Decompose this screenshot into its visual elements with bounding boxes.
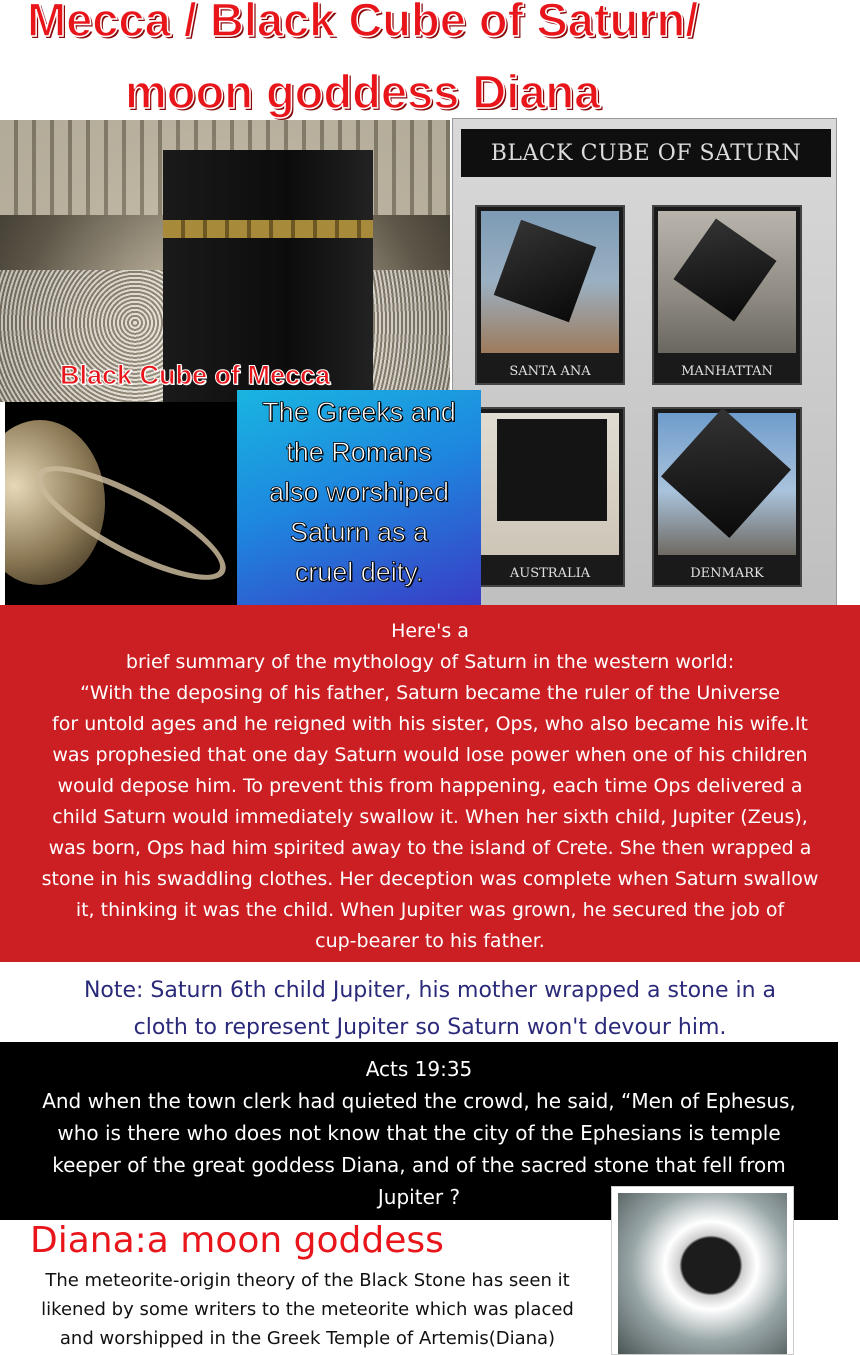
callout-line: cruel deity. <box>294 557 424 587</box>
black-cube-panel-heading: BLACK CUBE OF SATURN <box>461 129 831 177</box>
note-line: cloth to represent Jupiter so Saturn won't devour him. <box>133 1015 727 1040</box>
cube-shape <box>661 408 791 538</box>
diana-line: The meteorite-origin theory of the Black Stone has seen it <box>45 1270 570 1291</box>
saturn-mythology-summary <box>0 605 860 962</box>
cube-tile-manhattan <box>652 205 802 385</box>
callout-line: also worshiped <box>268 477 450 507</box>
kaaba-gold-band <box>163 220 373 238</box>
cube-shape <box>673 218 776 321</box>
cube-photo <box>658 211 796 353</box>
cube-tile-label: SANTA ANA <box>509 364 591 379</box>
summary-line: would depose him. To prevent this from happening, each time Ops delivered a <box>57 775 803 797</box>
summary-line: Here's a <box>391 620 469 642</box>
cube-shape <box>494 220 597 323</box>
acts-line: who is there who does not know that the city of the Ephesians is temple <box>57 1121 781 1145</box>
summary-line: was born, Ops had him spirited away to the island of Crete. She then wrapped a <box>48 837 812 859</box>
callout-line: The Greeks and <box>262 397 456 427</box>
summary-line: was prophesied that one day Saturn would lose power when one of his children <box>52 744 808 766</box>
cube-photo <box>658 413 796 555</box>
summary-line: child Saturn would immediately swallow it. When her sixth child, Jupiter (Zeus), <box>52 806 808 828</box>
black-cube-panel <box>452 118 837 610</box>
diana-line: and worshipped in the Greek Temple of Artemis(Diana) <box>59 1328 556 1349</box>
cube-tile-label: AUSTRALIA <box>509 566 591 581</box>
summary-line: it, thinking it was the child. When Jupiter was grown, he secured the job of <box>75 899 785 921</box>
greeks-romans-callout <box>237 390 481 610</box>
page-title-line-1: Mecca / Black Cube of Saturn/ <box>27 0 699 46</box>
note-line: Note: Saturn 6th child Jupiter, his mother wrapped a stone in a <box>83 978 777 1003</box>
page-title-line-2: moon goddess Diana <box>125 65 601 118</box>
jupiter-note <box>0 972 860 1046</box>
acts-line: keeper of the great goddess Diana, and of the sacred stone that fell from <box>52 1153 786 1177</box>
mecca-caption: Black Cube of Mecca <box>60 360 331 390</box>
saturn-planet-image <box>5 402 237 605</box>
acts-reference: Acts 19:35 <box>365 1057 473 1081</box>
acts-line: And when the town clerk had quieted the crowd, he said, “Men of Ephesus, <box>42 1089 796 1113</box>
black-stone-photo <box>611 1186 794 1355</box>
callout-line: the Romans <box>286 437 432 467</box>
cube-photo <box>481 211 619 353</box>
callout-line: Saturn as a <box>289 517 429 547</box>
summary-line: stone in his swaddling clothes. Her deception was complete when Saturn swallow <box>41 868 819 890</box>
cube-tile-label: DENMARK <box>690 566 764 581</box>
summary-line: cup-bearer to his father. <box>315 930 545 952</box>
cube-tile-denmark <box>652 407 802 587</box>
summary-line: “With the deposing of his father, Saturn became the ruler of the Universe <box>80 682 780 704</box>
cube-shape <box>497 419 607 521</box>
acts-line: Jupiter ? <box>377 1185 461 1209</box>
diana-paragraph <box>10 1266 605 1353</box>
cube-tile-label: MANHATTAN <box>681 364 773 379</box>
cube-photo <box>481 413 619 555</box>
diana-line: likened by some writers to the meteorite which was placed <box>41 1299 574 1320</box>
diana-heading: Diana:a moon goddess <box>30 1220 444 1261</box>
cube-tile-australia <box>475 407 625 587</box>
cube-tile-santa-ana <box>475 205 625 385</box>
summary-line: brief summary of the mythology of Saturn in the western world: <box>125 651 735 673</box>
black-stone-image <box>618 1193 787 1354</box>
summary-line: for untold ages and he reigned with his sister, Ops, who also became his wife.It <box>52 713 808 735</box>
